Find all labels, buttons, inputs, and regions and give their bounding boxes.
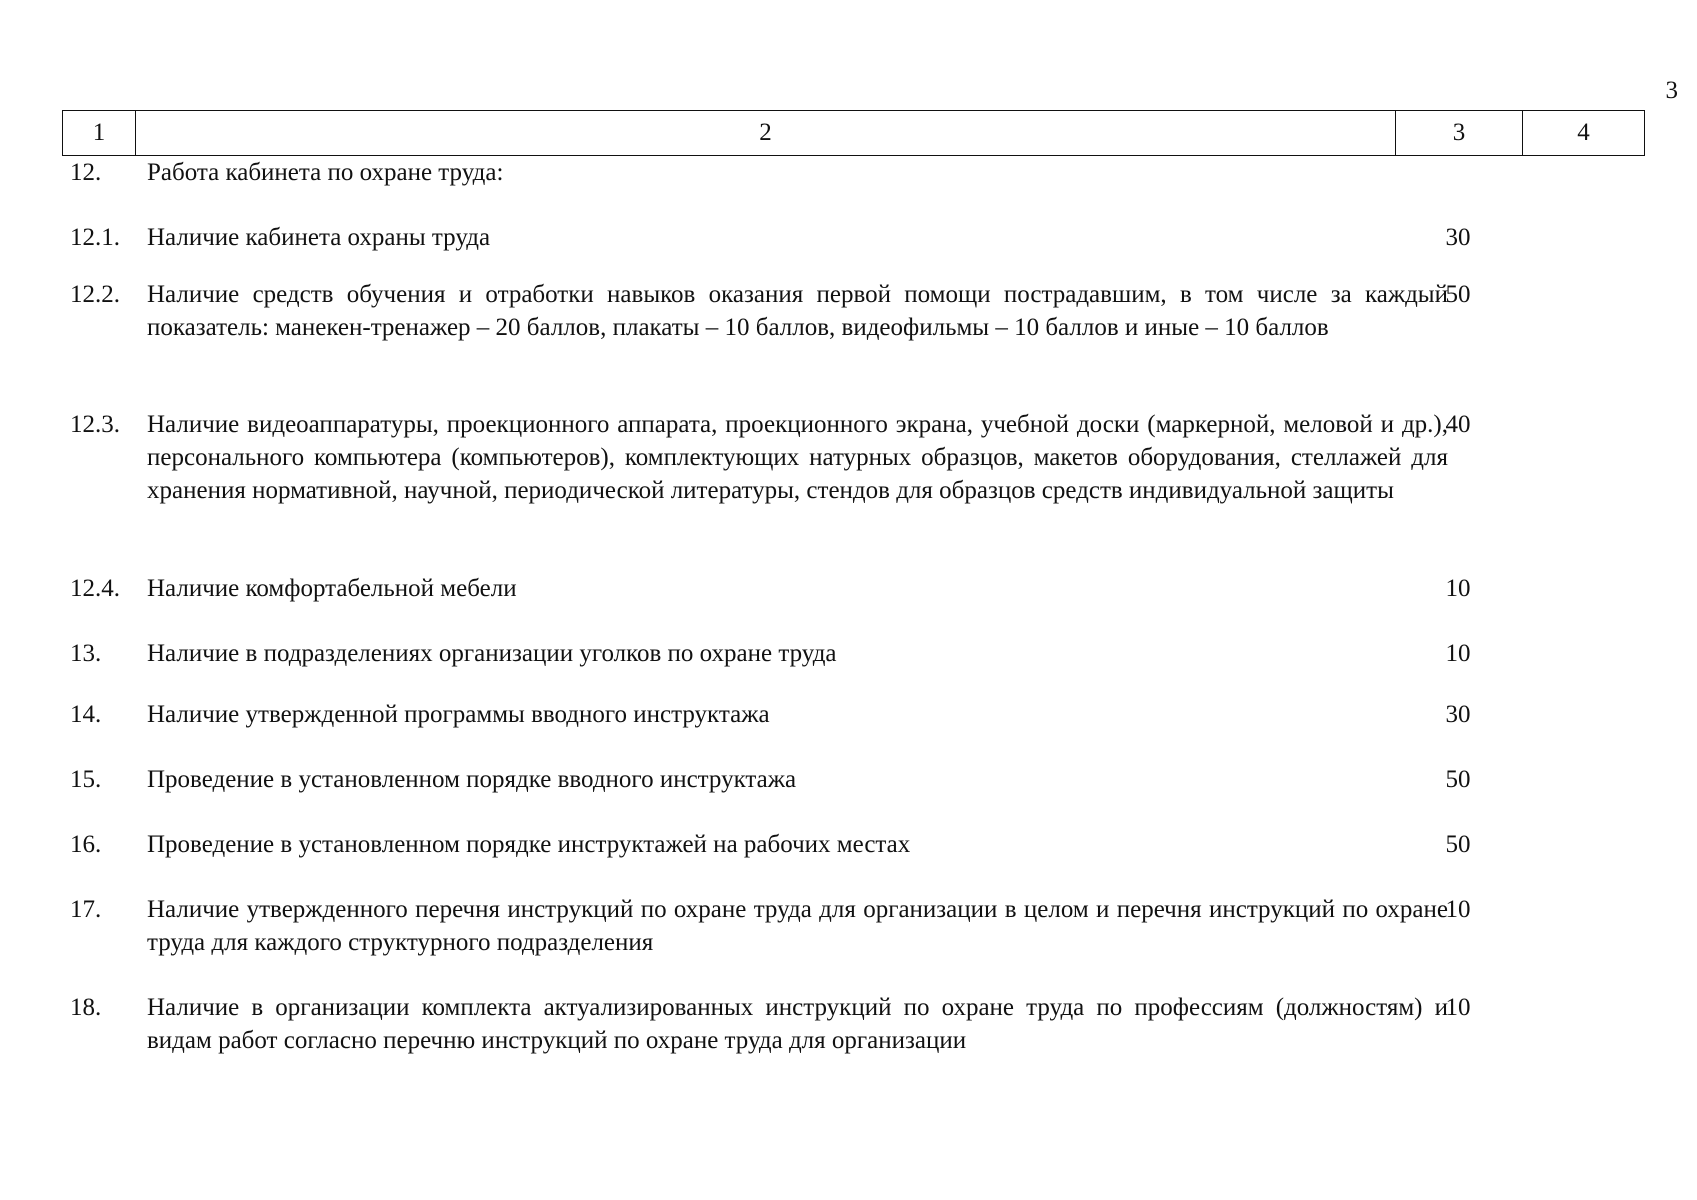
column-header-3: 3 [1396,111,1523,156]
item-number: 12.2. [70,281,120,308]
item-number: 12. [70,159,102,186]
item-number: 13. [70,640,102,667]
item-text: Наличие утвержденной программы вводного инструктажа [147,701,770,728]
item-score: 10 [1445,994,1471,1021]
item-score: 40 [1445,411,1471,438]
item-text: Наличие кабинета охраны труда [147,224,491,251]
item-text: Наличие в организации комплекта актуализированных инструкций по охране труда по профессиям (должностям) и видам работ согласно перечню инструкций по охране труда для организации [147,994,1448,1054]
item-number: 14. [70,701,102,728]
item-number: 18. [70,994,102,1021]
item-number: 12.1. [70,224,120,251]
item-score: 50 [1445,831,1471,858]
item-score: 10 [1445,575,1471,602]
item-number: 12.4. [70,575,120,602]
item-score: 30 [1445,224,1471,251]
item-score: 50 [1445,281,1471,308]
item-number: 15. [70,766,102,793]
item-text: Проведение в установленном порядке вводного инструктажа [147,766,797,793]
column-header-row [63,111,1645,156]
item-text: Наличие средств обучения и отработки навыков оказания первой помощи пострадавшим, в том числе за каждый показатель: манекен-тренажер – 20 баллов, плакаты – 10 баллов, видеофильмы – 10 баллов и иные – 10 баллов [147,281,1448,341]
item-text: Наличие в подразделениях организации уголков по охране труда [147,640,837,667]
column-header-2: 2 [136,111,1396,156]
item-text: Работа кабинета по охране труда: [147,159,504,186]
item-score: 10 [1445,896,1471,923]
item-text: Наличие комфортабельной мебели [147,575,517,602]
column-header-4: 4 [1523,111,1645,156]
item-number: 17. [70,896,102,923]
item-score: 50 [1445,766,1471,793]
item-number: 12.3. [70,411,120,438]
item-score: 30 [1445,701,1471,728]
page-number: 3 [1665,77,1678,104]
column-header-1: 1 [63,111,136,156]
column-header-table [62,110,1645,156]
item-number: 16. [70,831,102,858]
item-score: 10 [1445,640,1471,667]
item-text: Проведение в установленном порядке инструктажей на рабочих местах [147,831,911,858]
item-text: Наличие утвержденного перечня инструкций по охране труда для организации в целом и перечня инструкций по охране труда для каждого структурного подразделения [147,896,1448,956]
item-text: Наличие видеоаппаратуры, проекционного аппарата, проекционного экрана, учебной доски (маркерной, меловой и др.), персонального компьютера (компьютеров), комплектующих натурных образцов, макетов оборудования, стеллажей для хранения нормативной, научной, периодической литературы, стендов для образцов средств индивидуальной защиты [147,411,1448,504]
